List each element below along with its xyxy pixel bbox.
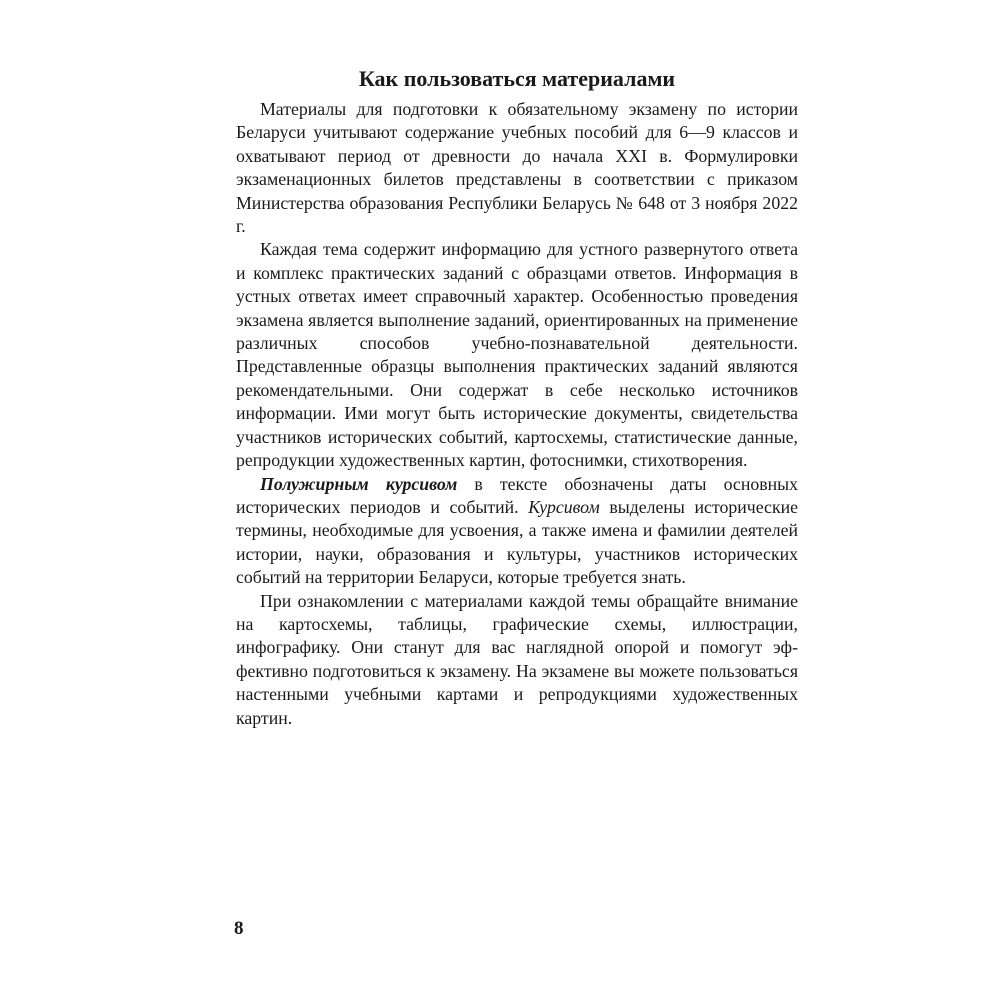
paragraph-formatting-legend [236, 473, 798, 590]
paragraph-visual-aids: При ознакомлении с материалами каждой темы обращайте внимание на картосхемы, таблицы, графические схемы, иллюстрации, инфографику. Они станут для вас наглядной опорой и помогут эффективно подготовиться к экзамену. На экзамене вы можете пользоваться настенными учебными картами и репродукциями художественных картин. [236, 590, 798, 728]
bold-italic-term: Полужирным курсивом [260, 473, 458, 494]
page-title: Как пользоваться материалами [358, 66, 676, 91]
paragraph-materials-overview: Материалы для подготовки к обязательному экзамену по истории Беларуси учитывают содержание учебных пособий для 6—9 классов и охватывают период от древности до начала XXI в. Формулировки экзаменационных билетов представлены в соответствии с приказом Министерства образования Республики Беларусь № 648 от 3 ноября 2022 г. [236, 99, 798, 237]
formatting-legend-text-2: выделены исторические термины, необходимые для усвоения, а также имена и фамилии деятелей истории, науки, образования и культуры, участников исторических событий на территории Беларуси, которые требуется знать. [236, 496, 798, 588]
formatting-legend-text-1: в тексте обозначены даты основных исторических периодов и событий. [236, 473, 798, 517]
page-content [236, 62, 798, 730]
page-number: 8 [234, 918, 244, 939]
italic-term: Курсивом [528, 496, 600, 517]
paragraph-topic-content: Каждая тема содержит информацию для устного развернутого ответа и комплекс практических заданий с образцами ответов. Информация в устных ответах имеет справочный характер. Особенностью проведения экзамена является выполнение заданий, ориентированных на применение различных способов учебно-познавательной деятельности. Представленные образцы выполнения практических заданий являются рекомендательными. Они содержат в себе несколько источников информации. Ими могут быть исторические документы, свидетельства участников исторических событий, картосхемы, статистические данные, репродукции художественных картин, фотоснимки, стихотворения. [236, 239, 798, 471]
